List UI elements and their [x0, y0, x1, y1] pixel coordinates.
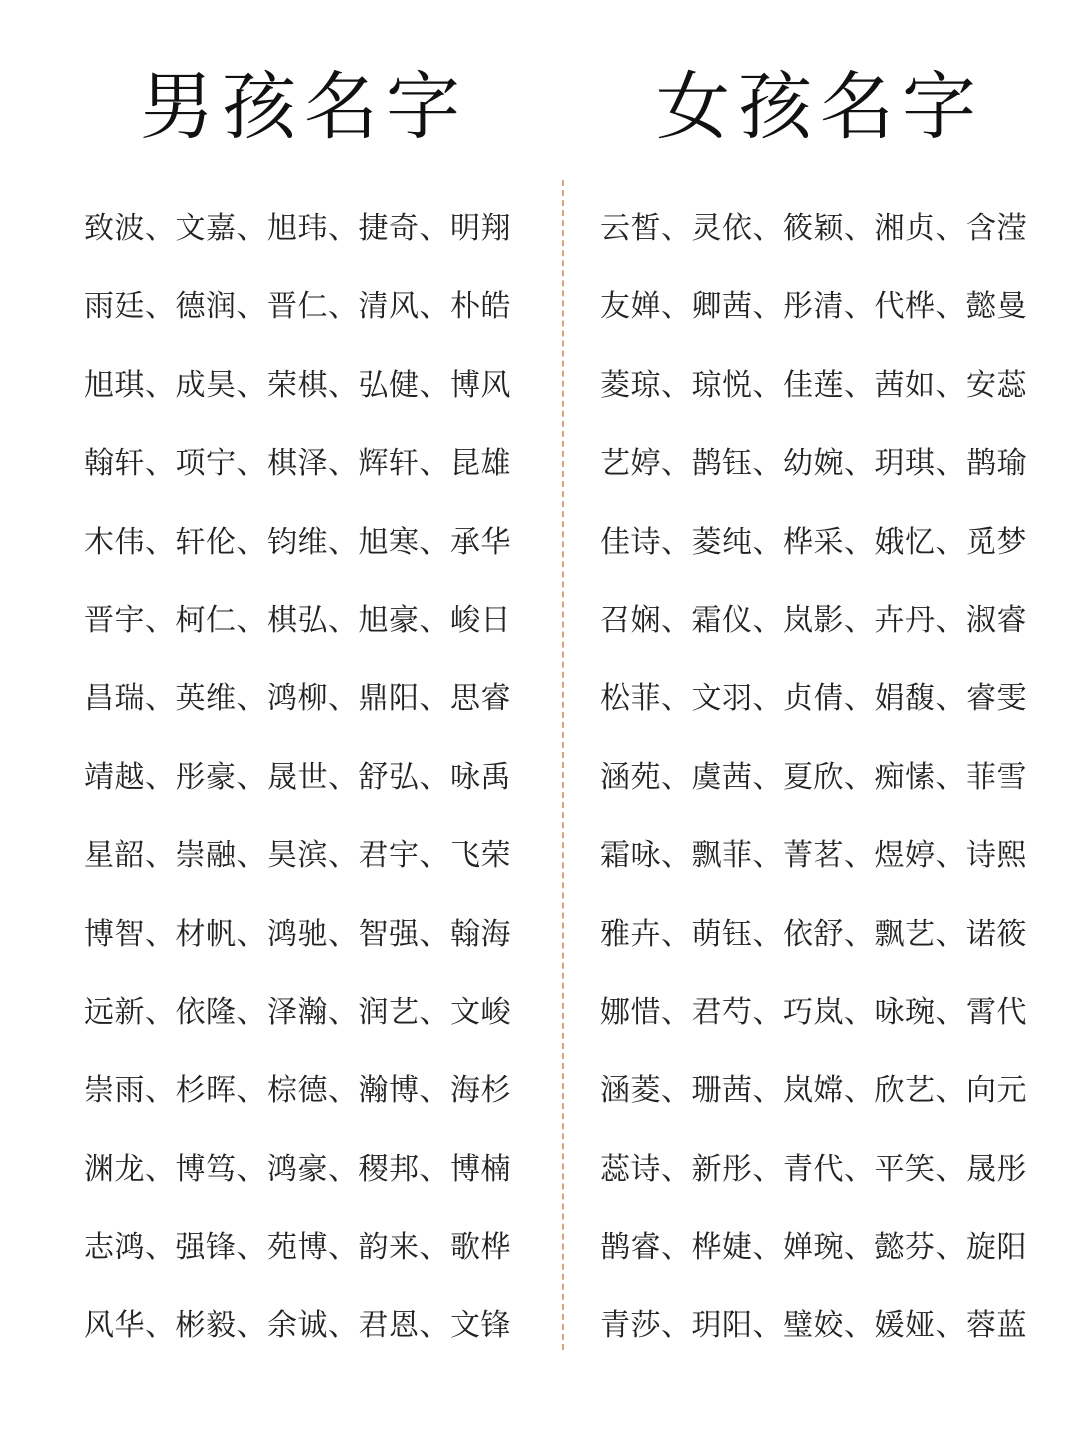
boys-names-row: 旭琪、成昊、荣棋、弘健、博风	[84, 367, 511, 403]
girls-names-row: 涵菱、珊茜、岚嫦、欣艺、向元	[600, 1073, 1027, 1109]
girls-names-row: 艺婷、鹊钰、幼婉、玥琪、鹊瑜	[600, 446, 1027, 482]
girls-names-row: 云皙、灵依、筱颖、湘贞、含滢	[600, 211, 1027, 246]
girls-names-row: 涵苑、虞茜、夏欣、痴愫、菲雪	[600, 759, 1027, 795]
girls-names-row: 蕊诗、新彤、青代、平笑、晟彤	[600, 1151, 1027, 1187]
girls-names-row: 召娴、霜仪、岚影、卉丹、淑睿	[600, 602, 1027, 638]
boys-names-row: 昌瑞、英维、鸿柳、鼎阳、思睿	[84, 681, 511, 717]
girls-names-row: 友婵、卿茜、彤清、代桦、懿曼	[600, 289, 1027, 325]
girls-names-row: 青莎、玥阳、璧姣、媛娅、蓉蓝	[600, 1308, 1027, 1344]
girls-names-row: 娜惜、君芍、巧岚、咏琬、霄代	[600, 994, 1027, 1030]
girls-names-row: 松菲、文羽、贞倩、娟馥、睿雯	[600, 681, 1027, 717]
boys-names-row: 远新、依隆、泽瀚、润艺、文峻	[84, 994, 511, 1030]
column-divider	[562, 180, 564, 1350]
girls-names-row: 菱琼、琼悦、佳莲、茜如、安蕊	[600, 367, 1027, 403]
boys-names-row: 雨廷、德润、晋仁、清风、朴皓	[84, 289, 511, 325]
boys-names-row: 志鸿、强锋、苑博、韵来、歌桦	[84, 1230, 511, 1266]
girls-names-row: 鹊睿、桦婕、婵琬、懿芬、旋阳	[600, 1230, 1027, 1266]
girls-names-column	[600, 190, 1050, 1366]
boys-names-row: 星韶、崇融、昊滨、君宇、飞荣	[84, 838, 511, 874]
boys-names-row: 木伟、轩伦、钧维、旭寒、承华	[84, 524, 511, 560]
boys-names-row: 渊龙、博笃、鸿豪、稷邦、博楠	[84, 1151, 511, 1187]
boys-names-row: 致波、文嘉、旭玮、捷奇、明翔	[84, 211, 511, 246]
boys-names-row: 博智、材帆、鸿驰、智强、翰海	[84, 916, 511, 952]
girls-names-row: 雅卉、萌钰、依舒、飘艺、诺筱	[600, 916, 1027, 952]
girls-names-row: 佳诗、菱纯、桦采、娥忆、觅梦	[600, 524, 1027, 560]
boys-names-row: 晋宇、柯仁、棋弘、旭豪、峻日	[84, 602, 511, 638]
boys-names-row: 风华、彬毅、余诚、君恩、文锋	[84, 1308, 511, 1344]
girls-names-title: 女孩名字	[656, 64, 984, 150]
boys-names-row: 靖越、彤豪、晟世、舒弘、咏禹	[84, 759, 511, 795]
boys-names-title: 男孩名字	[140, 64, 468, 150]
boys-names-row: 崇雨、杉晖、棕德、瀚博、海杉	[84, 1073, 511, 1109]
boys-names-column	[84, 190, 534, 1366]
girls-names-row: 霜咏、飘菲、菁茗、煜婷、诗熙	[600, 838, 1027, 874]
boys-names-row: 翰轩、项宁、棋泽、辉轩、昆雄	[84, 446, 511, 482]
